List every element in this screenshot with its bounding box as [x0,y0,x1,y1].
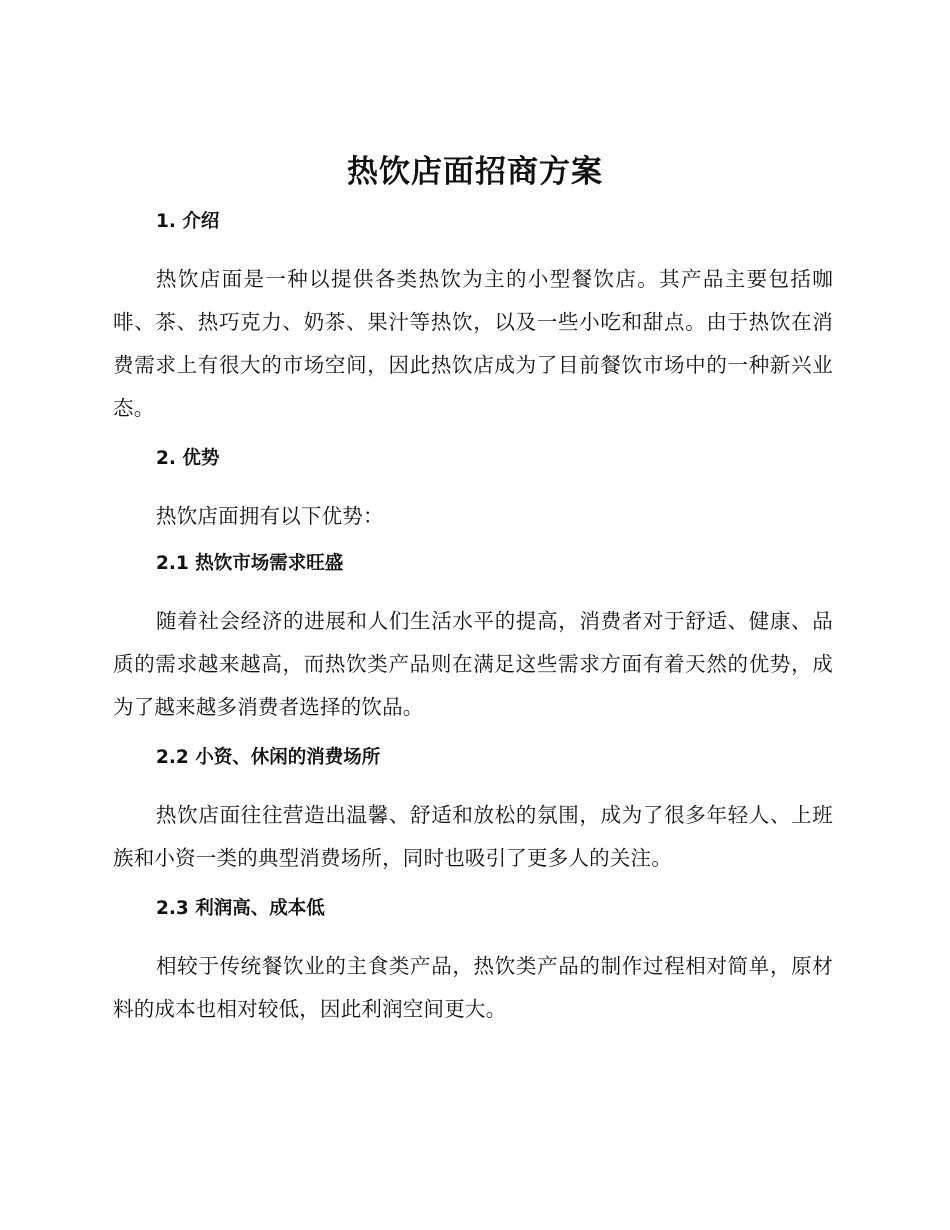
section-text-profit-cost: 相较于传统餐饮业的主食类产品，热饮类产品的制作过程相对简单，原材料的成本也相对较低，因此利润空间更大。 [113,954,833,1021]
section-text-market-demand: 随着社会经济的进展和人们生活水平的提高，消费者对于舒适、健康、品质的需求越来越高，而热饮类产品则在满足这些需求方面有着天然的优势，成为了越来越多消费者选择的饮品。 [113,609,833,719]
section-text-advantages: 热饮店面拥有以下优势： [156,504,384,528]
section-text-intro: 热饮店面是一种以提供各类热饮为主的小型餐饮店。其产品主要包括咖啡、茶、热巧克力、奶茶、果汁等热饮，以及一些小吃和甜点。由于热饮在消费需求上有很大的市场空间，因此热饮店成为了目前餐饮市场中的一种新兴业态。 [113,267,833,420]
section-heading-leisure-venue: 2.2 小资、休闲的消费场所 [156,747,381,768]
document-title: 热饮店面招商方案 [347,154,603,190]
section-heading-market-demand: 2.1 热饮市场需求旺盛 [156,553,344,574]
section-heading-profit-cost: 2.3 利润高、成本低 [156,898,325,919]
document-body [113,196,833,1046]
section-text-leisure-venue: 热饮店面往往营造出温馨、舒适和放松的氛围，成为了很多年轻人、上班族和小资一类的典型消费场所，同时也吸引了更多人的关注。 [113,803,833,870]
section-heading-intro: 1. 介绍 [156,211,220,232]
section-heading-advantages: 2. 优势 [156,448,220,469]
